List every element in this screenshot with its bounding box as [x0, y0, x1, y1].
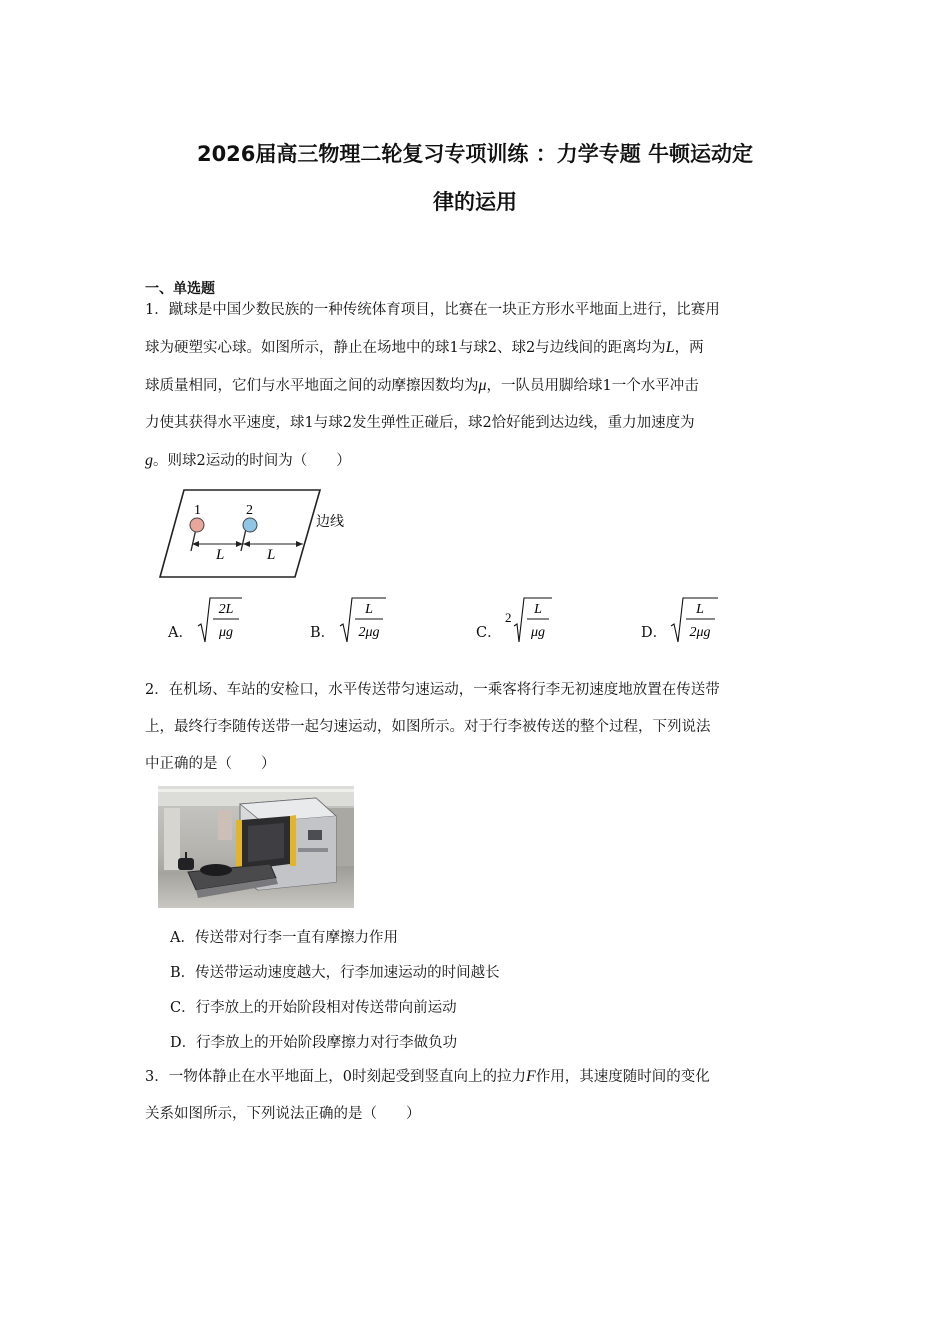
var-F: F — [525, 1068, 536, 1085]
denominator: 2μg — [358, 625, 380, 640]
q1-line-1: 1．蹴球是中国少数民族的一种传统体育项目，比赛在一块正方形水平地面上进行，比赛用 — [145, 302, 720, 318]
coefficient: 2 — [505, 610, 512, 625]
q1-line-4: 力使其获得水平速度，球1与球2发生弹性正碰后，球2恰好能到达边线，重力加速度为 — [145, 415, 695, 431]
ball-1-label: 1 — [194, 503, 201, 518]
q2-line-3: 中正确的是（ ） — [145, 756, 276, 772]
numerator: L — [534, 602, 542, 617]
distance-label-2: L — [267, 547, 276, 563]
question-3-text — [145, 1058, 810, 1133]
q2-option-d[interactable]: D．行李放上的开始阶段摩擦力对行李做负功 — [170, 1035, 458, 1051]
q1-option-a-formula[interactable] — [196, 596, 244, 646]
q2-option-b[interactable]: B．传送带运动速度越大，行李加速运动的时间越长 — [170, 965, 500, 981]
q2-option-a[interactable]: A．传送带对行李一直有摩擦力作用 — [170, 930, 398, 946]
q1-option-b-formula[interactable] — [338, 596, 388, 646]
arrow-head — [243, 541, 250, 547]
var-g: g — [145, 452, 153, 469]
ball-2-label: 2 — [246, 503, 253, 518]
denominator: 2μg — [689, 625, 711, 640]
question-2-text — [145, 672, 810, 783]
numerator: L — [365, 602, 373, 617]
q2-line-2: 上，最终行李随传送带一起匀速运动，如图所示。对于行李被传送的整个过程，下列说法 — [145, 719, 711, 735]
q3-line-2: 关系如图所示，下列说法正确的是（ ） — [145, 1106, 421, 1122]
edge-label: 边线 — [316, 514, 344, 530]
q1-line-5: g。则球2运动的时间为（ ） — [145, 452, 351, 469]
security-scanner-photo — [158, 786, 354, 908]
ball-2 — [243, 518, 257, 532]
q3-line-1: 3．一物体静止在水平地面上，0时刻起受到竖直向上的拉力F作用，其速度随时间的变化 — [145, 1068, 710, 1085]
denominator: μg — [530, 625, 546, 640]
q1-option-d-label[interactable]: D． — [641, 625, 668, 641]
var-L: L — [665, 339, 675, 356]
q1-option-b-label[interactable]: B． — [310, 625, 336, 641]
ball-1 — [190, 518, 204, 532]
q1-option-a-label[interactable]: A． — [168, 625, 193, 641]
question-1-text — [145, 292, 810, 480]
q1-option-c-label[interactable]: C． — [476, 625, 502, 641]
page-title-continued: 律的运用 — [433, 190, 517, 214]
q2-option-c[interactable]: C．行李放上的开始阶段相对传送带向前运动 — [170, 1000, 457, 1016]
arrow-head — [296, 541, 303, 547]
section-heading: 一、单选题 — [145, 281, 215, 297]
var-mu: μ — [478, 377, 487, 394]
question-1-figure — [150, 484, 370, 582]
q1-line-2: 球为硬塑实心球。如图所示，静止在场地中的球1与球2、球2与边线间的距离均为L，两 — [145, 339, 704, 356]
q1-line-3: 球质量相同，它们与水平地面之间的动摩擦因数均为μ，一队员用脚给球1一个水平冲击 — [145, 377, 699, 394]
field-parallelogram — [160, 490, 320, 577]
q1-option-d-formula[interactable] — [669, 596, 721, 646]
q1-option-c-formula[interactable] — [504, 596, 554, 646]
distance-label-1: L — [216, 547, 225, 563]
denominator: μg — [218, 625, 234, 640]
q2-line-1: 2．在机场、车站的安检口，水平传送带匀速运动，一乘客将行李无初速度地放置在传送带 — [145, 682, 720, 698]
numerator: 2L — [218, 602, 234, 617]
numerator: L — [696, 602, 704, 617]
page-title: 2026届高三物理二轮复习专项训练 ：力学专题 牛顿运动定 — [196, 142, 754, 166]
